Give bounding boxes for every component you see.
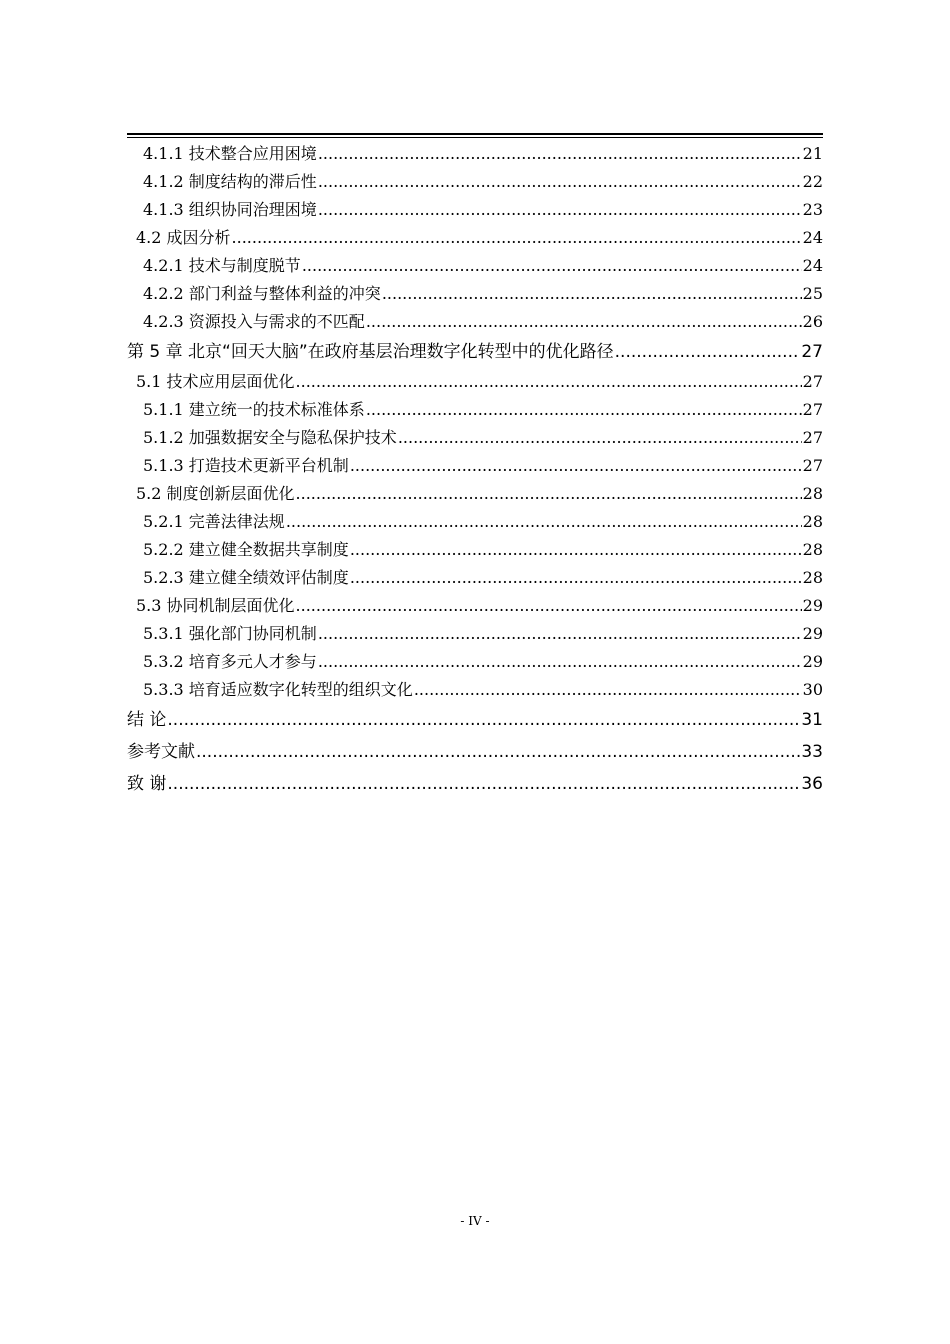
dot-leader — [232, 224, 802, 252]
toc-entry[interactable] — [127, 768, 823, 800]
dot-leader — [167, 768, 800, 800]
toc-entry[interactable] — [127, 620, 823, 648]
toc-entry-label: 5.2 制度创新层面优化 — [136, 484, 295, 503]
dot-leader — [296, 368, 802, 396]
toc-entry-label: 4.2 成因分析 — [136, 228, 231, 247]
toc-entry-page: 28 — [802, 512, 823, 531]
dot-leader — [318, 620, 802, 648]
toc-entry[interactable] — [127, 336, 823, 368]
toc-entry-page: 27 — [801, 342, 823, 362]
toc-entry-page: 31 — [801, 710, 823, 730]
toc-entry[interactable] — [127, 536, 823, 564]
toc-entry-page: 27 — [802, 372, 823, 391]
dot-leader — [366, 396, 802, 424]
toc-entry[interactable] — [127, 396, 823, 424]
toc-entry-page: 23 — [802, 200, 823, 219]
toc-entry-page: 22 — [802, 172, 823, 191]
toc-entry[interactable] — [127, 736, 823, 768]
toc-entry[interactable] — [127, 648, 823, 676]
toc-entry-label: 结 论 — [127, 710, 167, 730]
toc-entry[interactable] — [127, 564, 823, 592]
toc-entry[interactable] — [127, 308, 823, 336]
toc-entry-page: 28 — [802, 484, 823, 503]
dot-leader — [398, 424, 802, 452]
toc-entry-page: 27 — [802, 400, 823, 419]
toc-entry-page: 29 — [802, 596, 823, 615]
toc-entry-label: 5.3.1 强化部门协同机制 — [143, 624, 317, 643]
dot-leader — [286, 508, 802, 536]
toc-entry-label: 4.1.1 技术整合应用困境 — [143, 144, 317, 163]
dot-leader — [414, 676, 802, 704]
toc-entry[interactable] — [127, 424, 823, 452]
toc-entry-label: 5.1.1 建立统一的技术标准体系 — [143, 400, 365, 419]
toc-entry-page: 21 — [802, 144, 823, 163]
toc-entry-label: 5.2.1 完善法律法规 — [143, 512, 285, 531]
toc-entry-label: 5.1.3 打造技术更新平台机制 — [143, 456, 349, 475]
dot-leader — [615, 336, 801, 368]
toc-entry-page: 27 — [802, 456, 823, 475]
toc-entry-page: 36 — [801, 774, 823, 794]
toc-entry-label: 4.1.2 制度结构的滞后性 — [143, 172, 317, 191]
toc-entry[interactable] — [127, 168, 823, 196]
dot-leader — [382, 280, 802, 308]
dot-leader — [350, 564, 802, 592]
dot-leader — [318, 648, 802, 676]
toc-entry[interactable] — [127, 704, 823, 736]
toc-entry-label: 4.1.3 组织协同治理困境 — [143, 200, 317, 219]
toc-entry-page: 29 — [802, 624, 823, 643]
toc-entry-page: 24 — [802, 256, 823, 275]
header-rule-thin — [127, 137, 823, 138]
table-of-contents — [127, 140, 823, 800]
dot-leader — [196, 736, 800, 768]
dot-leader — [296, 592, 802, 620]
toc-entry-page: 33 — [801, 742, 823, 762]
toc-entry-page: 28 — [802, 540, 823, 559]
toc-entry[interactable] — [127, 592, 823, 620]
toc-entry-label: 4.2.1 技术与制度脱节 — [143, 256, 301, 275]
toc-entry-page: 29 — [802, 652, 823, 671]
toc-entry[interactable] — [127, 676, 823, 704]
dot-leader — [350, 452, 802, 480]
page-number-footer: - IV - — [460, 1214, 490, 1228]
dot-leader — [366, 308, 802, 336]
toc-entry-page: 24 — [802, 228, 823, 247]
toc-entry[interactable] — [127, 224, 823, 252]
toc-entry[interactable] — [127, 140, 823, 168]
toc-entry[interactable] — [127, 196, 823, 224]
dot-leader — [167, 704, 800, 736]
toc-entry-page: 30 — [802, 680, 823, 699]
toc-entry-label: 参考文献 — [127, 742, 195, 762]
dot-leader — [350, 536, 802, 564]
toc-entry-label: 5.3.3 培育适应数字化转型的组织文化 — [143, 680, 413, 699]
toc-entry-label: 5.3.2 培育多元人才参与 — [143, 652, 317, 671]
toc-entry-label: 5.3 协同机制层面优化 — [136, 596, 295, 615]
header-rule-thick — [127, 133, 823, 135]
toc-entry[interactable] — [127, 480, 823, 508]
toc-entry-label: 5.1.2 加强数据安全与隐私保护技术 — [143, 428, 397, 447]
dot-leader — [318, 196, 802, 224]
toc-entry[interactable] — [127, 368, 823, 396]
dot-leader — [302, 252, 802, 280]
toc-entry-label: 5.2.3 建立健全绩效评估制度 — [143, 568, 349, 587]
toc-entry-page: 27 — [802, 428, 823, 447]
toc-entry-page: 25 — [802, 284, 823, 303]
toc-entry[interactable] — [127, 280, 823, 308]
toc-entry-label: 5.2.2 建立健全数据共享制度 — [143, 540, 349, 559]
toc-entry[interactable] — [127, 452, 823, 480]
dot-leader — [296, 480, 802, 508]
dot-leader — [318, 168, 802, 196]
toc-entry-label: 致 谢 — [127, 774, 167, 794]
toc-entry-label: 第 5 章 北京“回天大脑”在政府基层治理数字化转型中的优化路径 — [127, 342, 614, 362]
toc-entry-label: 4.2.3 资源投入与需求的不匹配 — [143, 312, 365, 331]
toc-entry[interactable] — [127, 508, 823, 536]
toc-entry-page: 26 — [802, 312, 823, 331]
toc-entry-label: 5.1 技术应用层面优化 — [136, 372, 295, 391]
toc-entry-page: 28 — [802, 568, 823, 587]
toc-entry[interactable] — [127, 252, 823, 280]
dot-leader — [318, 140, 802, 168]
toc-entry-label: 4.2.2 部门利益与整体利益的冲突 — [143, 284, 381, 303]
